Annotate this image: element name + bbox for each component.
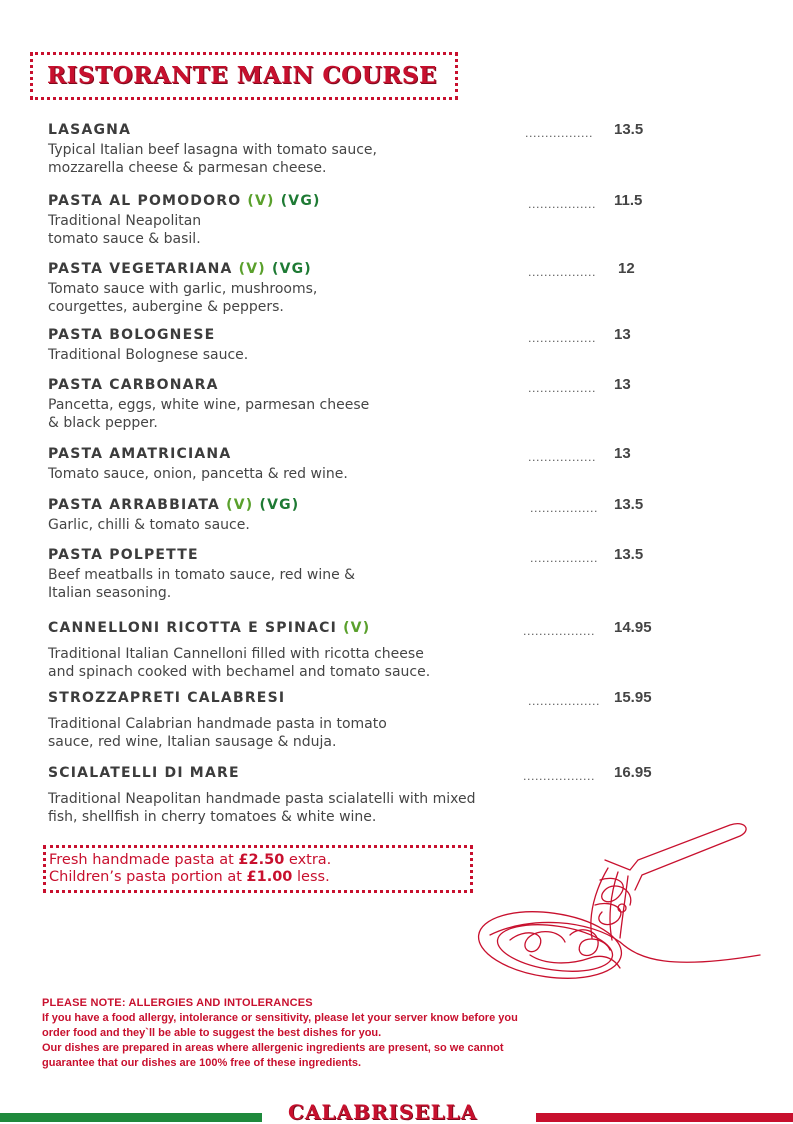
description-line: fish, shellfish in cherry tomatoes & white wine. (48, 809, 377, 825)
menu-item-description (48, 396, 668, 432)
dot-leader: ................. (528, 332, 596, 345)
description-line: Traditional Bolognese sauce. (48, 347, 249, 363)
extras-line1-text: Fresh handmade pasta at (49, 852, 239, 868)
menu-item-price: 13 (614, 326, 631, 343)
page-title: RISTORANTE MAIN COURSE (47, 62, 438, 89)
vegan-tag: (VG) (271, 261, 312, 277)
description-line: Italian seasoning. (48, 585, 172, 601)
dot-leader: ................. (528, 382, 596, 395)
dish-name: PASTA AL POMODORO (48, 193, 242, 209)
vegetarian-tag: (V) (238, 261, 266, 277)
extras-line1-suffix: extra. (284, 852, 332, 868)
menu-item-description (48, 280, 668, 316)
description-line: Typical Italian beef lasagna with tomato sauce, (48, 142, 377, 158)
menu-item-price: 13.5 (614, 121, 644, 138)
footer-brand: CALABRISELLA (288, 1100, 478, 1124)
menu-item-price: 11.5 (614, 192, 643, 209)
menu-item-price: 13 (614, 376, 631, 393)
description-line: mozzarella cheese & parmesan cheese. (48, 160, 327, 176)
dot-leader: ................. (528, 266, 596, 279)
menu-item-price: 15.95 (614, 689, 652, 706)
dish-name: PASTA AMATRICIANA (48, 446, 232, 462)
dot-leader: ................. (530, 502, 598, 515)
menu-item-description (48, 346, 668, 364)
description-line: Tomato sauce, onion, pancetta & red wine. (48, 466, 348, 482)
description-line: Garlic, chilli & tomato sauce. (48, 517, 250, 533)
description-line: Tomato sauce with garlic, mushrooms, (48, 281, 318, 297)
dish-name: PASTA CARBONARA (48, 377, 219, 393)
description-line: courgettes, aubergine & peppers. (48, 299, 284, 315)
menu-item-price: 13.5 (614, 496, 644, 513)
description-line: Traditional Neapolitan (48, 213, 202, 229)
dish-name: PASTA POLPETTE (48, 547, 199, 563)
vegetarian-tag: (V) (343, 620, 371, 636)
menu-item-description (48, 645, 668, 681)
allergy-notice (42, 996, 602, 1071)
description-line: and spinach cooked with bechamel and tomato sauce. (48, 664, 431, 680)
menu-item-description (48, 465, 668, 483)
menu-item-description (48, 212, 668, 248)
description-line: Pancetta, eggs, white wine, parmesan cheese (48, 397, 370, 413)
dish-name: PASTA BOLOGNESE (48, 327, 216, 343)
description-line: Traditional Neapolitan handmade pasta scialatelli with mixed (48, 791, 476, 807)
dot-leader: ................. (525, 127, 593, 140)
dot-leader: ................. (530, 552, 598, 565)
dot-leader: .................. (528, 695, 600, 708)
allergy-title: PLEASE NOTE: ALLERGIES AND INTOLERANCES (42, 997, 313, 1009)
menu-item-description (48, 715, 668, 751)
description-line: Beef meatballs in tomato sauce, red wine & (48, 567, 356, 583)
menu-item-price: 14.95 (614, 619, 652, 636)
footer-stripe-red (536, 1113, 793, 1122)
menu-item-price: 16.95 (614, 764, 652, 781)
description-line: & black pepper. (48, 415, 158, 431)
menu-item-description (48, 516, 668, 534)
dish-name: LASAGNA (48, 122, 132, 138)
dot-leader: ................. (528, 198, 596, 211)
description-line: Traditional Calabrian handmade pasta in tomato (48, 716, 387, 732)
vegan-tag: (VG) (259, 497, 300, 513)
description-line: tomato sauce & basil. (48, 231, 201, 247)
dish-name: PASTA VEGETARIANA (48, 261, 233, 277)
dish-name: CANNELLONI RICOTTA E SPINACI (48, 620, 337, 636)
dot-leader: ................. (528, 451, 596, 464)
vegan-tag: (VG) (280, 193, 321, 209)
dish-name: PASTA ARRABBIATA (48, 497, 221, 513)
extras-line2-text: Children’s pasta portion at (49, 869, 247, 885)
menu-item-price: 13.5 (614, 546, 644, 563)
extras-note (49, 852, 331, 886)
vegetarian-tag: (V) (226, 497, 254, 513)
allergy-line: guarantee that our dishes are 100% free of these ingredients. (42, 1057, 362, 1069)
menu-item-price: 12 (618, 260, 635, 277)
vegetarian-tag: (V) (247, 193, 275, 209)
dot-leader: .................. (523, 770, 595, 783)
description-line: Traditional Italian Cannelloni filled with ricotta cheese (48, 646, 424, 662)
allergy-line: Our dishes are prepared in areas where allergenic ingredients are present, so we cannot (42, 1042, 504, 1054)
footer-stripe-green (0, 1113, 262, 1122)
menu-item-description (48, 566, 668, 602)
dish-name: STROZZAPRETI CALABRESI (48, 690, 286, 706)
extras-line2-amount: £1.00 (246, 869, 293, 885)
dish-name: SCIALATELLI DI MARE (48, 765, 240, 781)
menu-item-description (48, 141, 668, 177)
allergy-line: order food and they`ll be able to suggest the best dishes for you. (42, 1027, 382, 1039)
extras-line1-amount: £2.50 (238, 852, 285, 868)
pasta-fork-line-drawing-icon (470, 820, 770, 1000)
allergy-line: If you have a food allergy, intolerance or sensitivity, please let your server know before you (42, 1012, 518, 1024)
menu-item-price: 13 (614, 445, 631, 462)
dot-leader: .................. (523, 625, 595, 638)
extras-line2-suffix: less. (292, 869, 330, 885)
description-line: sauce, red wine, Italian sausage & nduja. (48, 734, 337, 750)
